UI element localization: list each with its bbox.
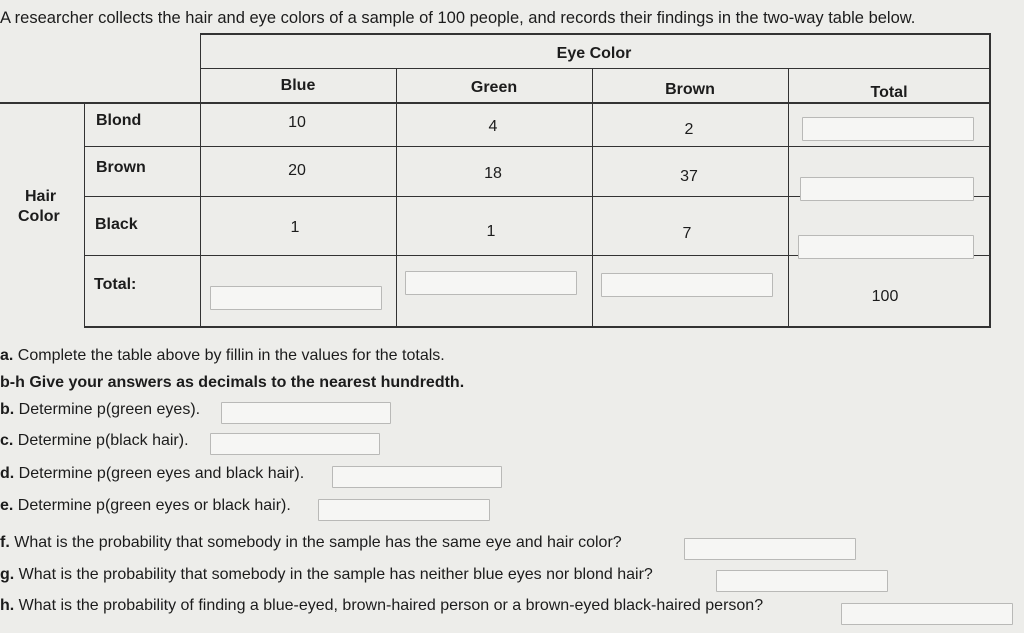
row-label-total: Total: — [94, 276, 137, 293]
question-a: a. Complete the table above by fillin in the values for the totals. — [0, 347, 445, 364]
question-c: c. Determine p(black hair). — [0, 432, 189, 449]
cell-blond-green: 4 — [488, 118, 498, 135]
cell-blond-brown: 2 — [684, 121, 694, 138]
cell-grand-total: 100 — [871, 288, 899, 305]
cell-black-green: 1 — [486, 223, 496, 240]
hair-color-label-line2: Color — [18, 208, 60, 225]
question-d: d. Determine p(green eyes and black hair). — [0, 465, 305, 482]
answer-c-input[interactable] — [210, 433, 380, 455]
question-e: e. Determine p(green eyes or black hair). — [0, 497, 291, 514]
problem-intro: A researcher collects the hair and eye colors of a sample of 100 people, and records their findings in the two-way table below. — [0, 9, 916, 27]
question-instruction: b-h Give your answers as decimals to the nearest hundredth. — [0, 374, 465, 391]
row-label-black: Black — [95, 216, 138, 233]
answer-g-input[interactable] — [716, 570, 888, 592]
cell-black-blue: 1 — [290, 219, 300, 236]
row-label-blond: Blond — [96, 112, 142, 129]
brown-eye-total-input[interactable] — [601, 273, 773, 297]
answer-b-input[interactable] — [221, 402, 391, 424]
answer-d-input[interactable] — [332, 466, 502, 488]
column-header-blue: Blue — [280, 77, 316, 94]
cell-brown-brown: 37 — [680, 168, 698, 185]
question-h: h. What is the probability of finding a blue-eyed, brown-haired person or a brown-eyed black-haired person? — [0, 597, 764, 614]
column-header-green: Green — [470, 79, 518, 96]
column-header-brown: Brown — [665, 81, 715, 98]
green-total-input[interactable] — [405, 271, 577, 295]
answer-h-input[interactable] — [841, 603, 1013, 625]
row-label-brown: Brown — [96, 159, 146, 176]
black-total-input[interactable] — [798, 235, 974, 259]
column-header-total: Total — [870, 84, 908, 101]
brown-total-input[interactable] — [800, 177, 974, 201]
question-g: g. What is the probability that somebody in the sample has neither blue eyes nor blond hair? — [0, 566, 653, 583]
question-f: f. What is the probability that somebody in the sample has the same eye and hair color? — [0, 534, 622, 551]
question-b: b. Determine p(green eyes). — [0, 401, 201, 418]
hair-color-label-line1: Hair — [25, 188, 57, 205]
eye-color-header: Eye Color — [556, 45, 632, 62]
cell-black-brown: 7 — [682, 225, 692, 242]
answer-e-input[interactable] — [318, 499, 490, 521]
blond-total-input[interactable] — [802, 117, 974, 141]
cell-brown-green: 18 — [484, 165, 502, 182]
cell-blond-blue: 10 — [288, 114, 306, 131]
answer-f-input[interactable] — [684, 538, 856, 560]
blue-total-input[interactable] — [210, 286, 382, 310]
cell-brown-blue: 20 — [288, 162, 306, 179]
